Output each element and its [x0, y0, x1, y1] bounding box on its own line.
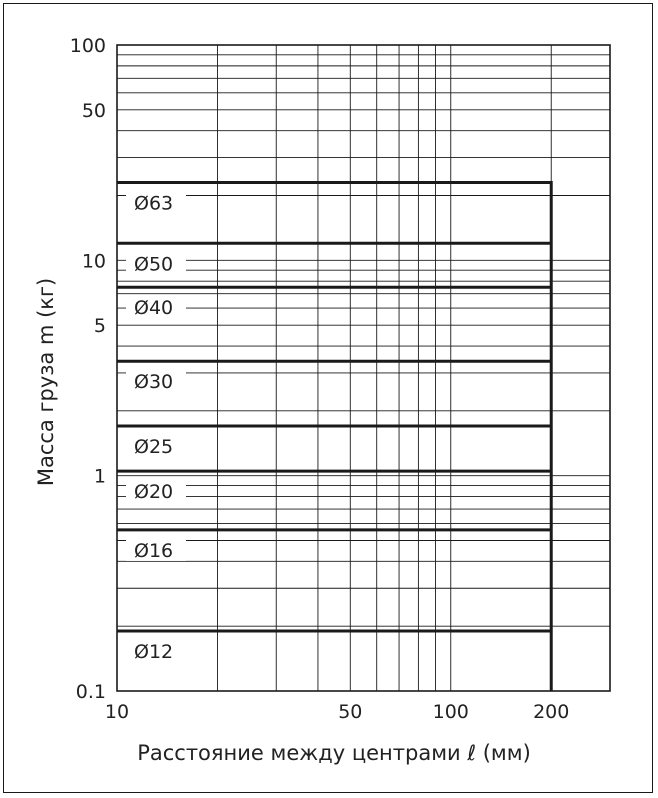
y-tick-label: 50	[81, 99, 106, 122]
x-tick-label: 100	[432, 701, 469, 723]
series-label: Ø50	[134, 253, 174, 276]
series-label: Ø20	[134, 481, 174, 504]
series-label: Ø63	[134, 192, 174, 215]
y-tick-label: 0.1	[75, 681, 106, 703]
y-tick-label: 100	[69, 35, 106, 57]
y-tick-label: 5	[93, 315, 106, 338]
grid-layer	[117, 45, 610, 691]
x-tick-label: 200	[533, 701, 570, 723]
y-tick-label: 10	[81, 250, 106, 273]
series-label: Ø25	[134, 436, 174, 459]
series-label: Ø12	[134, 640, 174, 663]
x-tick-label: 10	[104, 701, 130, 723]
y-axis-label: Масса груза m (кг)	[34, 277, 58, 487]
y-tick-label: 1	[93, 465, 106, 488]
series-label: Ø30	[134, 371, 174, 394]
x-axis-label: Расстояние между центрами ℓ (мм)	[137, 741, 531, 765]
x-tick-label: 50	[338, 701, 363, 723]
series-label: Ø16	[134, 539, 174, 562]
plot-border	[117, 45, 610, 691]
series-label: Ø40	[134, 297, 174, 320]
